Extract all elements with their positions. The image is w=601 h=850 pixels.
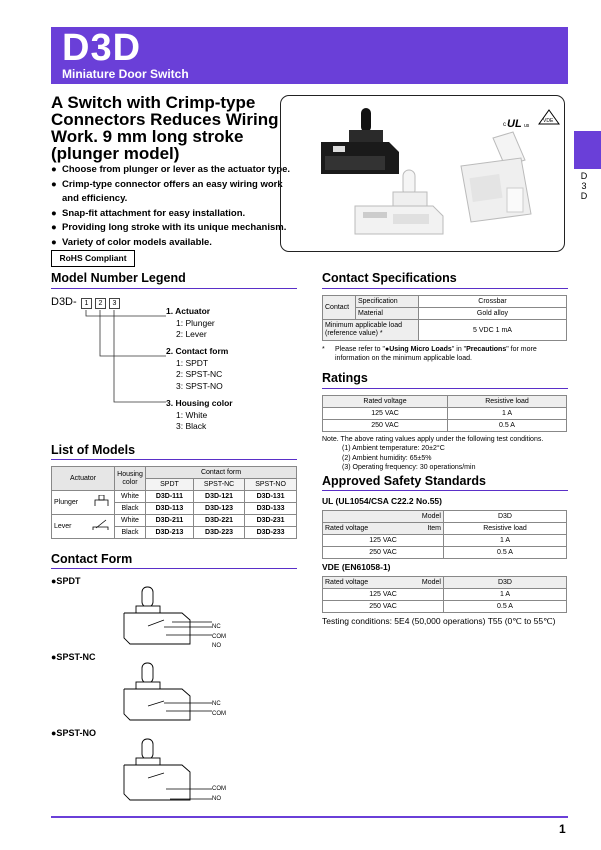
section-title-safety: Approved Safety Standards <box>322 474 486 488</box>
table-cell: D3D-123 <box>193 503 244 515</box>
headline: A Switch with Crimp-type Connectors Reduces Wiring Work. 9 mm long stroke (plunger model) <box>51 93 279 163</box>
table-cell: D3D-211 <box>146 515 194 527</box>
spdt-terminals: NC COM NO <box>212 624 226 649</box>
table-cell: 0.5 A <box>448 420 567 432</box>
section-divider <box>51 459 297 460</box>
svg-text:UL: UL <box>507 118 522 130</box>
table-cell: D3D-111 <box>146 491 194 503</box>
spst-nc-terminals: NC COM <box>212 701 226 717</box>
feature-list <box>51 163 291 250</box>
table-cell: Resistive load <box>444 523 567 535</box>
vde-standard-title: VDE (EN61058-1) <box>322 562 391 572</box>
spst-nc-label: ●SPST-NC <box>51 652 96 662</box>
ratings-note: Note. The above rating values apply under the following test conditions. (1) Ambient temperature: 20±2°C (2) Ambient humidity: 65±5% (3) Operating frequency: 30 operations/min <box>322 436 544 471</box>
table-row <box>323 601 567 613</box>
lever-icon <box>92 519 110 531</box>
table-cell: Rated voltage Item <box>323 523 444 535</box>
table-header: Contact form <box>146 467 297 479</box>
table-header: SPST-NO <box>245 479 297 491</box>
testing-conditions: Testing conditions: 5E4 (50,000 operations) T55 (0℃ to 55℃) <box>322 616 556 626</box>
side-tab[interactable] <box>574 131 601 169</box>
table-cell: 0.5 A <box>444 601 567 613</box>
table-header: Actuator <box>52 467 115 491</box>
section-divider <box>322 288 568 289</box>
page-number: 1 <box>559 822 566 836</box>
model-code-box-1: 1 <box>81 298 92 309</box>
vde-mark-icon <box>539 110 559 124</box>
white-lever-switch-image <box>461 132 531 222</box>
table-cell: White <box>115 491 146 503</box>
plunger-icon <box>94 495 110 507</box>
section-divider <box>51 288 297 289</box>
list-item: ● Crimp-type connector offers an easy wiring work and efficiency. <box>51 178 283 204</box>
table-cell: 1 A <box>444 535 567 547</box>
section-divider <box>322 388 568 389</box>
black-switch-image <box>321 108 399 174</box>
rohs-badge: RoHS Compliant <box>51 250 135 267</box>
ul-table <box>322 510 567 559</box>
list-item: ● Providing long stroke with its unique mechanism. <box>51 222 287 233</box>
contact-spec-table <box>322 295 567 341</box>
table-cell: 250 VAC <box>323 601 444 613</box>
table-cell: Contact <box>323 296 356 320</box>
legend-contact-form: 2. Contact form 1: SPDT 2: SPST-NC 3: SPST-NO <box>166 346 229 391</box>
table-cell: D3D-233 <box>245 527 297 539</box>
table-cell: White <box>115 515 146 527</box>
spst-nc-diagram <box>120 662 220 724</box>
vde-table <box>322 576 567 613</box>
table-row <box>323 420 567 432</box>
list-item: ● Choose from plunger or lever as the actuator type. <box>51 164 291 175</box>
table-cell: D3D-223 <box>193 527 244 539</box>
table-cell: D3D-113 <box>146 503 194 515</box>
table-cell: 250 VAC <box>323 547 444 559</box>
table-cell: Gold alloy <box>419 308 567 320</box>
page-title: D3D <box>62 27 142 69</box>
spst-no-label: ●SPST-NO <box>51 728 96 738</box>
table-cell: D3D-133 <box>245 503 297 515</box>
table-cell: Black <box>115 527 146 539</box>
legend-housing-color: 3. Housing color 1: White 3: Black <box>166 398 233 431</box>
page-subtitle: Miniature Door Switch <box>62 67 189 81</box>
table-cell: D3D-221 <box>193 515 244 527</box>
model-legend-connector-lines <box>80 308 170 408</box>
model-code-prefix: D3D- <box>51 296 77 308</box>
svg-text:VDE: VDE <box>543 118 554 124</box>
table-row <box>323 589 567 601</box>
table-row <box>52 515 297 527</box>
table-row <box>52 491 297 503</box>
table-header: SPDT <box>146 479 194 491</box>
table-cell: D3D <box>444 511 567 523</box>
spdt-label: ●SPDT <box>51 576 81 586</box>
model-code-box-3: 3 <box>109 298 120 309</box>
white-plunger-switch-image <box>355 170 443 234</box>
table-cell: 1 A <box>448 408 567 420</box>
section-title-ratings: Ratings <box>322 371 368 385</box>
section-title-contact-form: Contact Form <box>51 552 133 566</box>
table-cell: Material <box>356 308 419 320</box>
table-cell: D3D-121 <box>193 491 244 503</box>
section-title-list-of-models: List of Models <box>51 443 136 457</box>
table-cell: Lever <box>52 515 115 539</box>
svg-text:c: c <box>503 122 506 128</box>
table-cell: Minimum applicable load (reference value) * <box>323 320 419 341</box>
table-cell: 0.5 A <box>444 547 567 559</box>
table-cell: 125 VAC <box>323 408 448 420</box>
table-cell: D3D-231 <box>245 515 297 527</box>
table-row <box>323 535 567 547</box>
spdt-diagram <box>120 586 220 648</box>
table-cell: Specification <box>356 296 419 308</box>
table-header: SPST-NC <box>193 479 244 491</box>
table-cell: Plunger <box>52 491 115 515</box>
ul-mark-icon <box>503 118 530 130</box>
table-cell: Crossbar <box>419 296 567 308</box>
table-cell: D3D <box>444 577 567 589</box>
table-cell: Model <box>323 511 444 523</box>
ul-standard-title: UL (UL1054/CSA C22.2 No.55) <box>322 496 442 506</box>
spst-no-terminals: COM NO <box>212 786 226 802</box>
section-divider <box>51 568 297 569</box>
table-cell: Black <box>115 503 146 515</box>
section-title-contact-spec: Contact Specifications <box>322 271 457 285</box>
spst-no-diagram <box>120 738 220 804</box>
ratings-table <box>322 395 567 432</box>
list-item: ● Snap-fit attachment for easy installation. <box>51 207 246 219</box>
table-cell: D3D-131 <box>245 491 297 503</box>
table-cell: 125 VAC <box>323 589 444 601</box>
table-cell: Rated voltage Model <box>323 577 444 589</box>
list-item: ● Variety of color models available. <box>51 236 212 248</box>
table-row <box>323 547 567 559</box>
table-cell: 250 VAC <box>323 420 448 432</box>
footer-divider <box>51 816 568 818</box>
section-divider <box>322 490 568 491</box>
svg-text:us: us <box>524 123 530 129</box>
side-tab-letters: D 3 D <box>580 171 588 201</box>
table-header: Housing color <box>115 467 146 491</box>
legend-actuator: 1. Actuator 1: Plunger 2: Lever <box>166 306 215 339</box>
table-cell: 5 VDC 1 mA <box>419 320 567 341</box>
table-header: Rated voltage <box>323 396 448 408</box>
table-row <box>323 408 567 420</box>
contact-spec-note: * Please refer to "●Using Micro Loads" in "Precautions" for more information on the minimum applicable load. <box>322 346 537 362</box>
table-cell: D3D-213 <box>146 527 194 539</box>
table-header: Resistive load <box>448 396 567 408</box>
models-table <box>51 466 297 539</box>
section-title-model-legend: Model Number Legend <box>51 271 186 285</box>
model-code-box-2: 2 <box>95 298 106 309</box>
product-photo <box>280 95 565 252</box>
table-cell: 125 VAC <box>323 535 444 547</box>
table-cell: 1 A <box>444 589 567 601</box>
